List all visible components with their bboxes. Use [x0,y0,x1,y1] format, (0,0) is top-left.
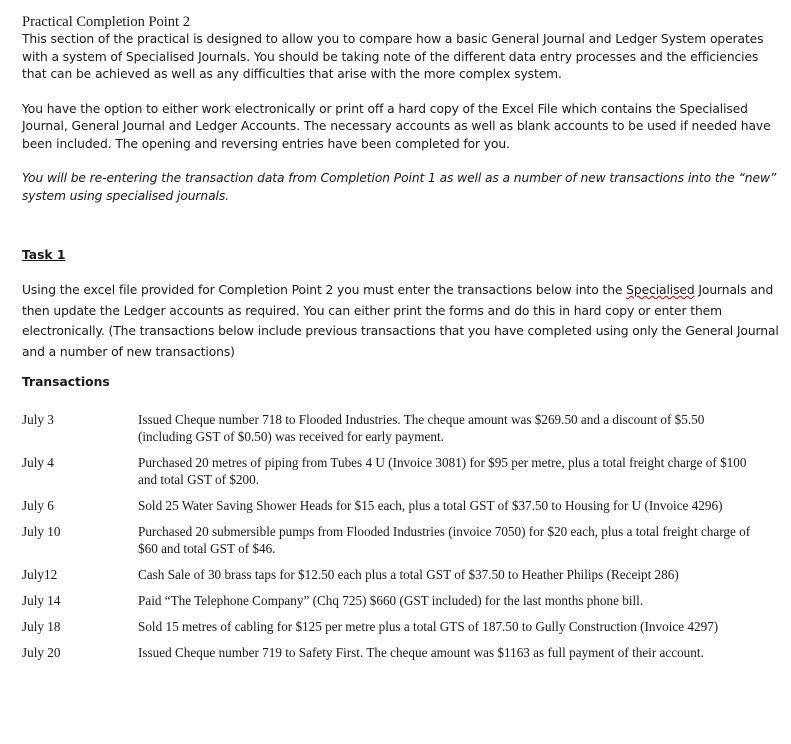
task-paragraph [22,280,782,362]
transaction-row [22,411,752,445]
transaction-description: Purchased 20 submersible pumps from Flooded Industries (invoice 7050) for $20 each, plus a total freight charge of $60 and total GST of $46. [138,524,751,557]
intro-paragraph: This section of the practical is designed to allow you to compare how a basic General Journal and Ledger System operates with a system of Specialised Journals. You should be taking note of the different data entry processes and the efficiencies that can be achieved as well as any difficulties that arise with the more complex system. [22,32,764,81]
transaction-row [22,644,752,661]
transaction-row [22,618,752,635]
transaction-date: July 10 [22,524,61,540]
transaction-date: July12 [22,567,58,583]
transaction-row [22,592,752,609]
transaction-row [22,454,752,488]
transaction-description: Sold 15 metres of cabling for $125 per metre plus a total GTS of 187.50 to Gully Construction (Invoice 4297) [138,619,719,635]
transaction-date: July 18 [22,619,61,635]
document-title: Practical Completion Point 2 [22,14,190,30]
transaction-description: Issued Cheque number 719 to Safety First. The cheque amount was $1163 as full payment of their account. [138,645,704,661]
transaction-row [22,566,752,583]
transaction-description: Paid “The Telephone Company” (Chq 725) $660 (GST included) for the last months phone bill. [138,593,644,609]
transaction-date: July 14 [22,593,61,609]
task-text-after: Journals and then update the Ledger accounts as required. You can either print the forms and do this in hard copy or enter them electronically. (The transactions below include previous transactions that you have completed using only the General Journal and a number of new transactions) [22,283,779,359]
option-paragraph: You have the option to either work electronically or print off a hard copy of the Excel File which contains the Specialised Journal, General Journal and Ledger Accounts. The necessary accounts as well as blank accounts to be used if needed have been included. The opening and reversing entries have been completed for you. [22,101,771,151]
transaction-row [22,497,752,514]
transaction-date: July 6 [22,498,54,514]
transactions-table [22,411,752,661]
document-page [22,14,782,670]
transaction-row [22,523,752,557]
reenter-paragraph: You will be re-entering the transaction data from Completion Point 1 as well as a number of new transactions into the “new” system using specialised journals. [22,171,777,203]
transaction-date: July 20 [22,645,61,661]
transaction-date: July 4 [22,455,54,471]
transaction-description: Purchased 20 metres of piping from Tubes 4 U (Invoice 3081) for $95 per metre, plus a total freight charge of $100 and total GST of $200. [138,455,747,488]
transaction-description: Cash Sale of 30 brass taps for $12.50 each plus a total GST of $37.50 to Heather Philips (Receipt 286) [138,567,679,583]
transaction-description: Issued Cheque number 718 to Flooded Industries. The cheque amount was $269.50 and a discount of $5.50 (including GST of $0.50) was received for early payment. [138,412,705,445]
transaction-description: Sold 25 Water Saving Shower Heads for $15 each, plus a total GST of $37.50 to Housing for U (Invoice 4296) [138,498,723,514]
transaction-date: July 3 [22,412,54,428]
task-text-before: Using the excel file provided for Completion Point 2 you must enter the transactions below into the [22,283,627,297]
task-heading: Task 1 [22,248,66,262]
transactions-heading: Transactions [22,375,110,390]
spellcheck-flagged-word: Specialised [626,283,695,297]
